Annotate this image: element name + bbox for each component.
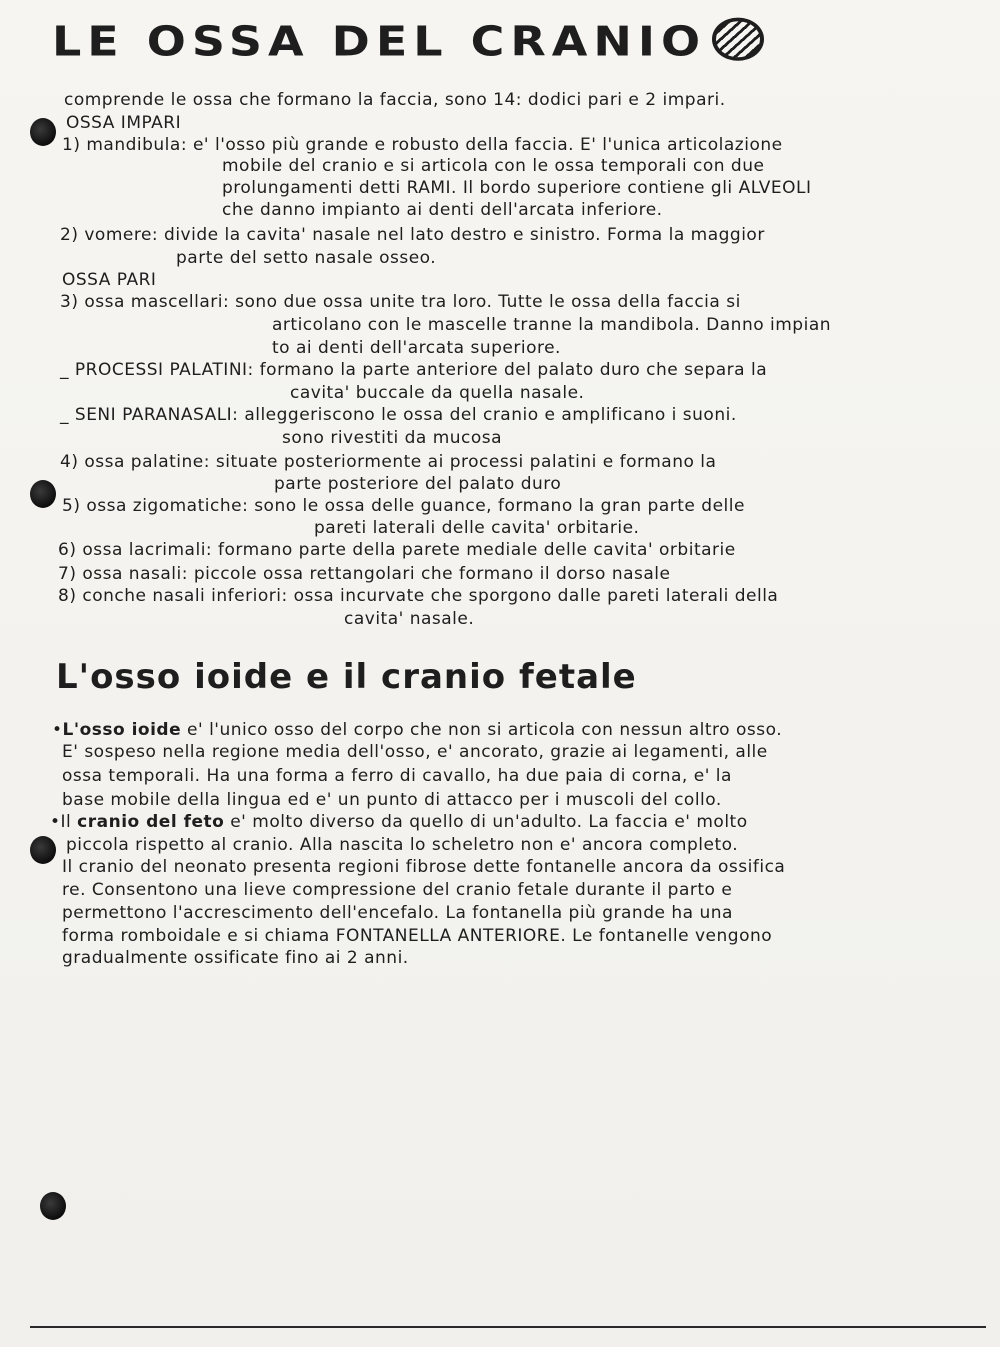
osso-ioide-text: base mobile della lingua ed e' un punto di attacco per i muscoli del collo. bbox=[62, 790, 722, 810]
bullet-dot-icon: • bbox=[52, 720, 63, 740]
cranio-feto-text: e' molto diverso da quello di un'adulto. La faccia e' molto bbox=[224, 812, 748, 832]
ossa-zigomatiche-text: pareti laterali delle cavita' orbitarie. bbox=[314, 518, 640, 538]
vomere-text: parte del setto nasale osseo. bbox=[176, 248, 437, 268]
mandibola-text: 1) mandibula: e' l'osso più grande e robusto della faccia. E' l'unica articolazione bbox=[62, 135, 783, 155]
ossa-palatine-text: 4) ossa palatine: situate posteriormente ai processi palatini e formano la bbox=[60, 452, 717, 472]
cranio-feto-text: permettono l'accrescimento dell'encefalo. La fontanella più grande ha una bbox=[62, 903, 733, 923]
processi-palatini-text: _ PROCESSI PALATINI: formano la parte anteriore del palato duro che separa la bbox=[60, 360, 768, 380]
mandibola-text: mobile del cranio e si articola con le ossa temporali con due bbox=[222, 156, 765, 176]
cranio-feto-term: cranio del feto bbox=[77, 812, 225, 832]
conche-nasali-text: 8) conche nasali inferiori: ossa incurvate che sporgono dalle pareti laterali della bbox=[58, 586, 779, 606]
mandibola-text: che danno impianto ai denti dell'arcata inferiore. bbox=[222, 200, 663, 220]
binder-hole-icon bbox=[40, 1192, 66, 1220]
heading-ossa-impari: OSSA IMPARI bbox=[66, 113, 182, 133]
binder-hole-icon bbox=[30, 836, 56, 864]
vomere-text: 2) vomere: divide la cavita' nasale nel lato destro e sinistro. Forma la maggior bbox=[60, 225, 765, 245]
cranio-feto-paragraph bbox=[50, 812, 748, 832]
conche-nasali-text: cavita' nasale. bbox=[344, 609, 475, 629]
osso-ioide-text: e' l'unico osso del corpo che non si articola con nessun altro osso. bbox=[181, 720, 783, 740]
cranio-feto-text: forma romboidale e si chiama FONTANELLA ANTERIORE. Le fontanelle vengono bbox=[62, 926, 773, 946]
mascellari-text: articolano con le mascelle tranne la mandibola. Danno impian bbox=[272, 315, 832, 335]
heading-ossa-pari: OSSA PARI bbox=[62, 270, 157, 290]
page-title-text: LE OSSA DEL CRANIO bbox=[52, 16, 707, 66]
osso-ioide-term: L'osso ioide bbox=[62, 720, 182, 740]
binder-hole-icon bbox=[30, 480, 56, 508]
bottom-divider bbox=[30, 1326, 986, 1328]
mascellari-text: 3) ossa mascellari: sono due ossa unite tra loro. Tutte le ossa della faccia si bbox=[60, 292, 741, 312]
ossa-lacrimali-text: 6) ossa lacrimali: formano parte della parete mediale delle cavita' orbitarie bbox=[58, 540, 736, 560]
ossa-palatine-text: parte posteriore del palato duro bbox=[274, 474, 562, 494]
bullet-dot-icon: • bbox=[50, 812, 61, 832]
intro-text: comprende le ossa che formano la faccia, sono 14: dodici pari e 2 impari. bbox=[64, 90, 726, 110]
binder-hole-icon bbox=[30, 118, 56, 146]
osso-ioide-paragraph bbox=[52, 720, 782, 740]
osso-ioide-text: E' sospeso nella regione media dell'osso, e' ancorato, grazie ai legamenti, alle bbox=[62, 742, 768, 762]
section-heading: L'osso ioide e il cranio fetale bbox=[56, 657, 637, 697]
ossa-nasali-text: 7) ossa nasali: piccole ossa rettangolari che formano il dorso nasale bbox=[58, 564, 671, 584]
hatched-circle-icon bbox=[712, 18, 764, 61]
cranio-feto-text: re. Consentono una lieve compressione del cranio fetale durante il parto e bbox=[62, 880, 733, 900]
processi-palatini-text: cavita' buccale da quella nasale. bbox=[290, 383, 585, 403]
cranio-feto-text: piccola rispetto al cranio. Alla nascita lo scheletro non e' ancora completo. bbox=[66, 835, 739, 855]
mandibola-text: prolungamenti detti RAMI. Il bordo superiore contiene gli ALVEOLI bbox=[222, 178, 812, 198]
cranio-feto-text: gradualmente ossificate fino ai 2 anni. bbox=[62, 948, 409, 968]
seni-paranasali-text: sono rivestiti da mucosa bbox=[282, 428, 503, 448]
cranio-feto-text: Il bbox=[60, 812, 78, 832]
cranio-feto-text: Il cranio del neonato presenta regioni fibrose dette fontanelle ancora da ossifica bbox=[62, 857, 786, 877]
mascellari-text: to ai denti dell'arcata superiore. bbox=[272, 338, 561, 358]
page-title bbox=[52, 17, 752, 66]
seni-paranasali-text: _ SENI PARANASALI: alleggeriscono le ossa del cranio e amplificano i suoni. bbox=[60, 405, 737, 425]
osso-ioide-text: ossa temporali. Ha una forma a ferro di cavallo, ha due paia di corna, e' la bbox=[62, 766, 732, 786]
ossa-zigomatiche-text: 5) ossa zigomatiche: sono le ossa delle guance, formano la gran parte delle bbox=[62, 496, 745, 516]
